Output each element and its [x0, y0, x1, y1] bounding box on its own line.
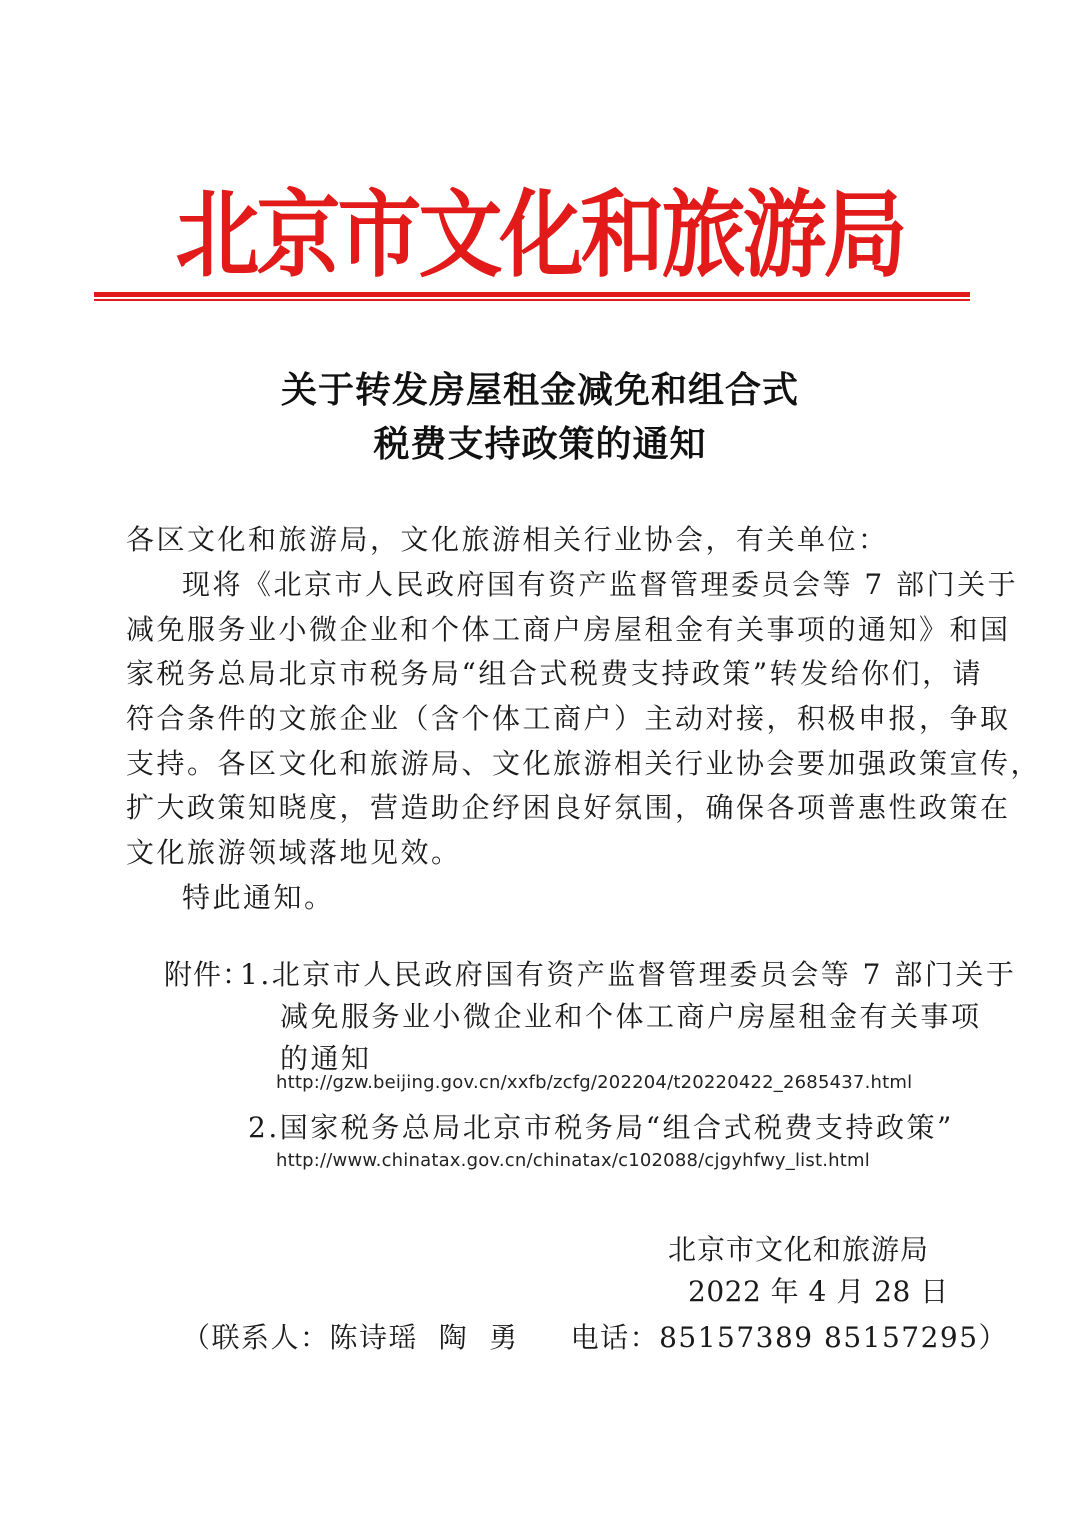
salutation: 各区文化和旅游局，文化旅游相关行业协会，有关单位：	[126, 523, 889, 556]
body-line: 家税务总局北京市税务局“组合式税费支持政策”转发给你们，请	[126, 657, 984, 690]
masthead-rule-thin	[94, 299, 970, 301]
body-line: 支持。各区文化和旅游局、文化旅游相关行业协会要加强政策宣传，	[126, 747, 1042, 780]
attachment-1-line: 的通知	[280, 1042, 372, 1075]
body-line: 文化旅游领域落地见效。	[126, 836, 462, 869]
body-line: 现将《北京市人民政府国有资产监督管理委员会等 7 部门关于	[182, 568, 1019, 601]
document-title-line-2: 税费支持政策的通知	[373, 423, 707, 465]
signature-date: 2022 年 4 月 28 日	[688, 1275, 949, 1308]
closing: 特此通知。	[182, 881, 335, 914]
document-title-line-1: 关于转发房屋租金减免和组合式	[280, 369, 799, 411]
masthead-rule-thick	[94, 292, 970, 297]
body-line: 扩大政策知晓度，营造助企纾困良好氛围，确保各项普惠性政策在	[126, 791, 1011, 824]
masthead-title: 北京市文化和旅游局	[175, 180, 905, 290]
body-line: 减免服务业小微企业和个体工商户房屋租金有关事项的通知》和国	[126, 613, 1011, 646]
attachment-1-url[interactable]: http://gzw.beijing.gov.cn/xxfb/zcfg/202204/t20220422_2685437.html	[276, 1072, 913, 1093]
attachment-1-line: 减免服务业小微企业和个体工商户房屋租金有关事项	[280, 1000, 982, 1033]
body-line: 符合条件的文旅企业（含个体工商户）主动对接，积极申报，争取	[126, 702, 1011, 735]
contact-info: （联系人：陈诗瑶 陶 勇 电话：85157389 85157295）	[182, 1321, 1009, 1354]
attachment-2-line: 2.国家税务总局北京市税务局“组合式税费支持政策”	[248, 1111, 954, 1144]
attachment-1-line: 1.北京市人民政府国有资产监督管理委员会等 7 部门关于	[240, 958, 1017, 991]
signature-org: 北京市文化和旅游局	[668, 1233, 930, 1266]
attachments-label: 附件：	[164, 958, 252, 991]
attachment-2-url[interactable]: http://www.chinatax.gov.cn/chinatax/c102088/cjgyhfwy_list.html	[276, 1150, 870, 1171]
